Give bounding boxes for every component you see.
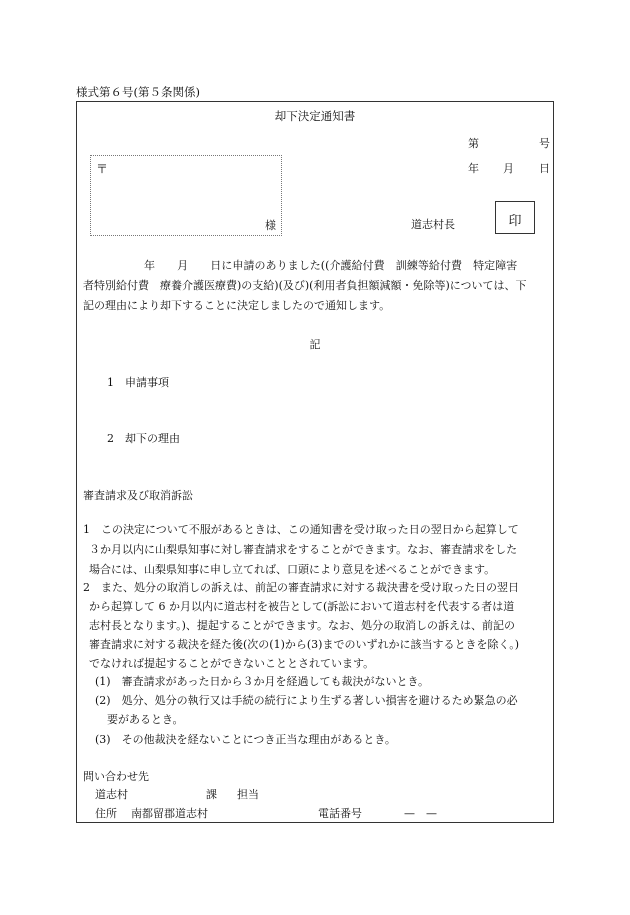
contact-phone-label: 電話番号 xyxy=(318,807,362,820)
date-month-label: 月 xyxy=(503,162,514,175)
contact-person-label: 担当 xyxy=(237,788,259,801)
appeal-exception-1: (1) 審査請求があった日から３か月を経過しても裁決がないとき。 xyxy=(95,675,430,688)
seal-box xyxy=(495,201,535,234)
addressee-honorific: 様 xyxy=(265,219,276,232)
contact-village: 道志村 xyxy=(95,788,128,801)
seal-mark: 印 xyxy=(508,214,522,229)
addressee-box xyxy=(90,155,282,236)
date-year-label: 年 xyxy=(468,162,479,175)
contact-address-label: 住所 xyxy=(95,807,117,820)
appeal-paragraph-2-line: 志村長となります。)、提起することができます。なお、処分の取消しの訴えは、前記の xyxy=(89,619,516,632)
document-title: 却下決定通知書 xyxy=(274,109,356,123)
ki-label: 記 xyxy=(309,338,321,351)
appeal-heading: 審査請求及び取消訴訟 xyxy=(83,489,193,502)
appeal-paragraph-1-line: ３か月以内に山梨県知事に対し審査請求をすることができます。なお、審査請求をした xyxy=(89,543,518,556)
form-number: 様式第６号(第５条関係) xyxy=(76,85,200,99)
contact-section-label: 課 xyxy=(206,788,217,801)
postal-mark: 〒 xyxy=(96,162,109,176)
date-day-label: 日 xyxy=(539,162,550,175)
appeal-paragraph-1-line: 1 この決定について不服があるときは、この通知書を受け取った日の翌日から起算して xyxy=(83,523,519,536)
body-text-line-1: 年 月 日に申請のありました((介護給付費 訓練等給付費 特定障害 xyxy=(144,259,518,272)
appeal-paragraph-2-line: 審査請求に対する裁決を経た後(次の(1)から(3)までのいずれかに該当するときを除く。) xyxy=(89,638,520,651)
document-number-prefix: 第 xyxy=(468,137,479,150)
document-number-suffix: 号 xyxy=(539,137,550,150)
appeal-exception-3: (3) その他裁決を経ないことにつき正当な理由があるとき。 xyxy=(95,733,396,746)
appeal-paragraph-2-line: 2 また、処分の取消しの訴えは、前記の審査請求に対する裁決書を受け取った日の翌日 xyxy=(83,581,519,594)
body-text-line-3: 記の理由により却下することに決定しましたので通知します。 xyxy=(83,299,391,312)
sender-name: 道志村長 xyxy=(411,218,455,231)
appeal-exception-2-continued: 要があるとき。 xyxy=(107,713,184,726)
appeal-exception-2: (2) 処分、処分の執行又は手続の続行により生ずる著しい損害を避けるため緊急の必 xyxy=(95,694,518,707)
appeal-paragraph-2-line: から起算して 6 か月以内に道志村を被告として(訴訟において道志村を代表する者は道 xyxy=(89,600,515,613)
appeal-paragraph-1-line: 場合には、山梨県知事に申し立てれば、口頭により意見を述べることができます。 xyxy=(89,563,496,576)
appeal-paragraph-2-line: でなければ提起することができないこととされています。 xyxy=(89,657,375,670)
item-application-matter: 1 申請事項 xyxy=(107,376,169,389)
contact-phone-value: — — xyxy=(404,807,437,820)
contact-heading: 問い合わせ先 xyxy=(83,770,149,783)
item-rejection-reason: 2 却下の理由 xyxy=(107,432,180,445)
contact-address: 南都留郡道志村 xyxy=(131,807,208,820)
body-text-line-2: 者特別給付費 療養介護医療費)の支給)(及び)(利用者負担額減額・免除等)については、下 xyxy=(83,279,527,292)
